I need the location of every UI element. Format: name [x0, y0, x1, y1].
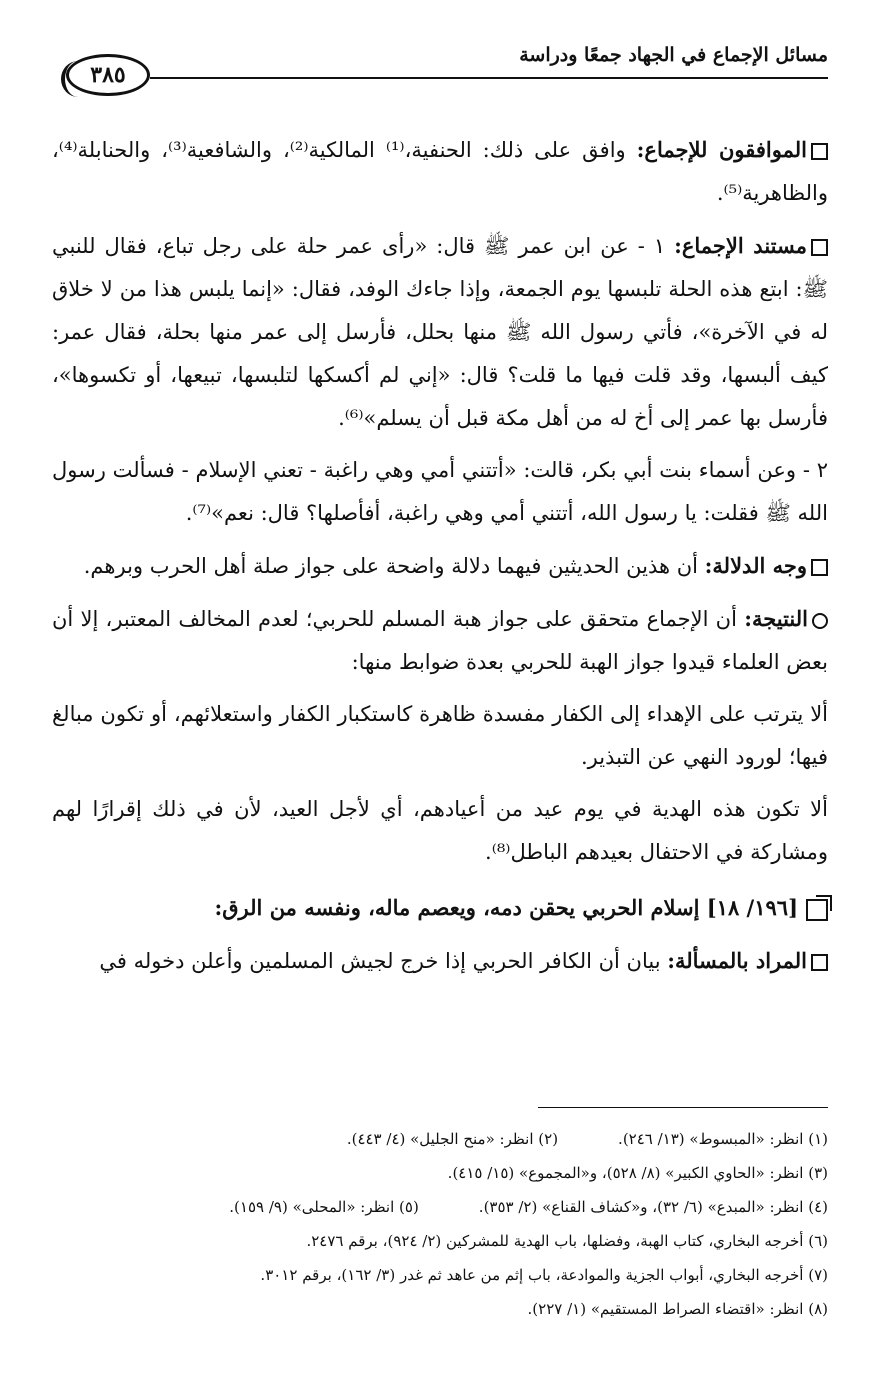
paragraph-text: ألا تكون هذه الهدية في يوم عيد من أعيادهم، أي لأجل العيد، لأن في ذلك إقرارًا لهم ومشاركة في الاحتفال بعيدهم الباطل⁽⁸⁾. — [52, 797, 828, 864]
main-text — [52, 128, 828, 992]
paragraph-hadith-2 — [52, 449, 828, 535]
footnote-1: (١) انظر: «المبسوط» (١٣/ ٢٤٦). — [618, 1130, 828, 1148]
footnote-row — [58, 1122, 828, 1156]
page-number: ٣٨٥ — [90, 62, 126, 88]
paragraph-label: مستند الإجماع: — [674, 233, 807, 258]
square-bullet-icon — [811, 143, 828, 160]
footnote-row — [58, 1258, 828, 1292]
footnote-rule — [538, 1107, 828, 1108]
footnotes — [58, 1122, 828, 1326]
paragraph-text: أن هذين الحديثين فيهما دلالة واضحة على جواز صلة أهل الحرب وبرهم. — [83, 554, 705, 578]
footnote-row — [58, 1292, 828, 1326]
paragraph-label: الموافقون للإجماع: — [636, 137, 807, 162]
footnote-7: (٧) أخرجه البخاري، أبواب الجزية والموادعة، باب إثم من عاهد ثم غدر (٣/ ١٦٢)، برقم ٣٠١٢. — [260, 1266, 828, 1284]
footnote-row — [58, 1190, 828, 1224]
footnote-row — [58, 1224, 828, 1258]
issue-heading-text: [١٩٦/ ١٨] إسلام الحربي يحقن دمه، ويعصم ماله، ونفسه من الرق: — [214, 895, 798, 920]
footnote-6: (٦) أخرجه البخاري، كتاب الهبة، وفضلها، باب الهدية للمشركين (٢/ ٩٢٤)، برقم ٢٤٧٦. — [306, 1232, 828, 1250]
paragraph-text: ألا يترتب على الإهداء إلى الكفار مفسدة ظاهرة كاستكبار الكفار واستعلائهم، أو تكون مبالغ فيها؛ لورود النهي عن التبذير. — [52, 702, 828, 769]
paragraph-result — [52, 597, 828, 684]
paragraph-text: وافق على ذلك: الحنفية،⁽¹⁾ المالكية⁽²⁾، والشافعية⁽³⁾، والحنابلة⁽⁴⁾، والظاهرية⁽⁵⁾. — [52, 138, 828, 205]
square-bullet-icon — [811, 239, 828, 256]
paragraph-text: أن الإجماع متحقق على جواز هبة المسلم للحربي؛ لعدم المخالف المعتبر، إلا أن بعض العلماء قيدوا جواز الهبة للحربي بعدة ضوابط منها: — [52, 607, 828, 674]
paragraph-text: بيان أن الكافر الحربي إذا خرج لجيش المسلمين وأعلن دخوله في — [99, 949, 668, 973]
running-title: مسائل الإجماع في الجهاد جمعًا ودراسة — [519, 44, 828, 66]
paragraph-evidence — [52, 544, 828, 588]
paragraph-label: المراد بالمسألة: — [667, 948, 807, 973]
footnote-8: (٨) انظر: «اقتضاء الصراط المستقيم» (١/ ٢٢٧). — [527, 1300, 828, 1318]
paragraph-intended — [52, 939, 828, 983]
paragraph-text: ١ - عن ابن عمر ﷺ قال: «رأى عمر حلة على رجل تباع، فقال للنبي ﷺ: ابتع هذه الحلة تلبسها يوم الجمعة، وإذا جاءك الوفد، فقال: «إنما يلبس هذا من لا خلاق له في الآخرة»، فأتي رسول الله ﷺ منها بحلل، فأرسل إلى عمر منها بحلة، فقال عمر: كيف ألبسها، وقد قلت فيها ما قلت؟ قال: «إني لم أكسكها لتلبسها، تبيعها، أو تكسوها»، فأرسل بها عمر إلى أخ له من أهل مكة قبل أن يسلم»⁽⁶⁾. — [52, 234, 828, 430]
footnote-4: (٤) انظر: «المبدع» (٦/ ٣٢)، و«كشاف القناع» (٢/ ٣٥٣). — [478, 1198, 828, 1216]
header-rule — [150, 77, 828, 79]
paragraph-agreeing — [52, 128, 828, 215]
paragraph-condition-1 — [52, 693, 828, 779]
footnote-2: (٢) انظر: «منح الجليل» (٤/ ٤٤٣). — [346, 1130, 559, 1148]
square-bullet-icon — [811, 559, 828, 576]
footnote-3: (٣) انظر: «الحاوي الكبير» (٨/ ٥٢٨)، و«المجموع» (١٥/ ٤١٥). — [447, 1164, 828, 1182]
paragraph-basis — [52, 224, 828, 440]
page-number-badge — [66, 54, 150, 96]
footnote-row — [58, 1156, 828, 1190]
square-bullet-icon — [811, 954, 828, 971]
paragraph-label: النتيجة: — [744, 606, 808, 631]
issue-heading — [52, 886, 828, 930]
copy-icon — [806, 899, 828, 921]
circle-bullet-icon — [812, 613, 828, 629]
paragraph-text: ٢ - وعن أسماء بنت أبي بكر، قالت: «أتتني أمي وهي راغبة - تعني الإسلام - فسألت رسول الله ﷺ فقلت: يا رسول الله، أتتني أمي وهي راغبة، أفأصلها؟ قال: نعم»⁽⁷⁾. — [52, 458, 828, 525]
footnote-5: (٥) انظر: «المحلى» (٩/ ١٥٩). — [229, 1198, 419, 1216]
paragraph-condition-2 — [52, 788, 828, 874]
paragraph-label: وجه الدلالة: — [704, 553, 807, 578]
